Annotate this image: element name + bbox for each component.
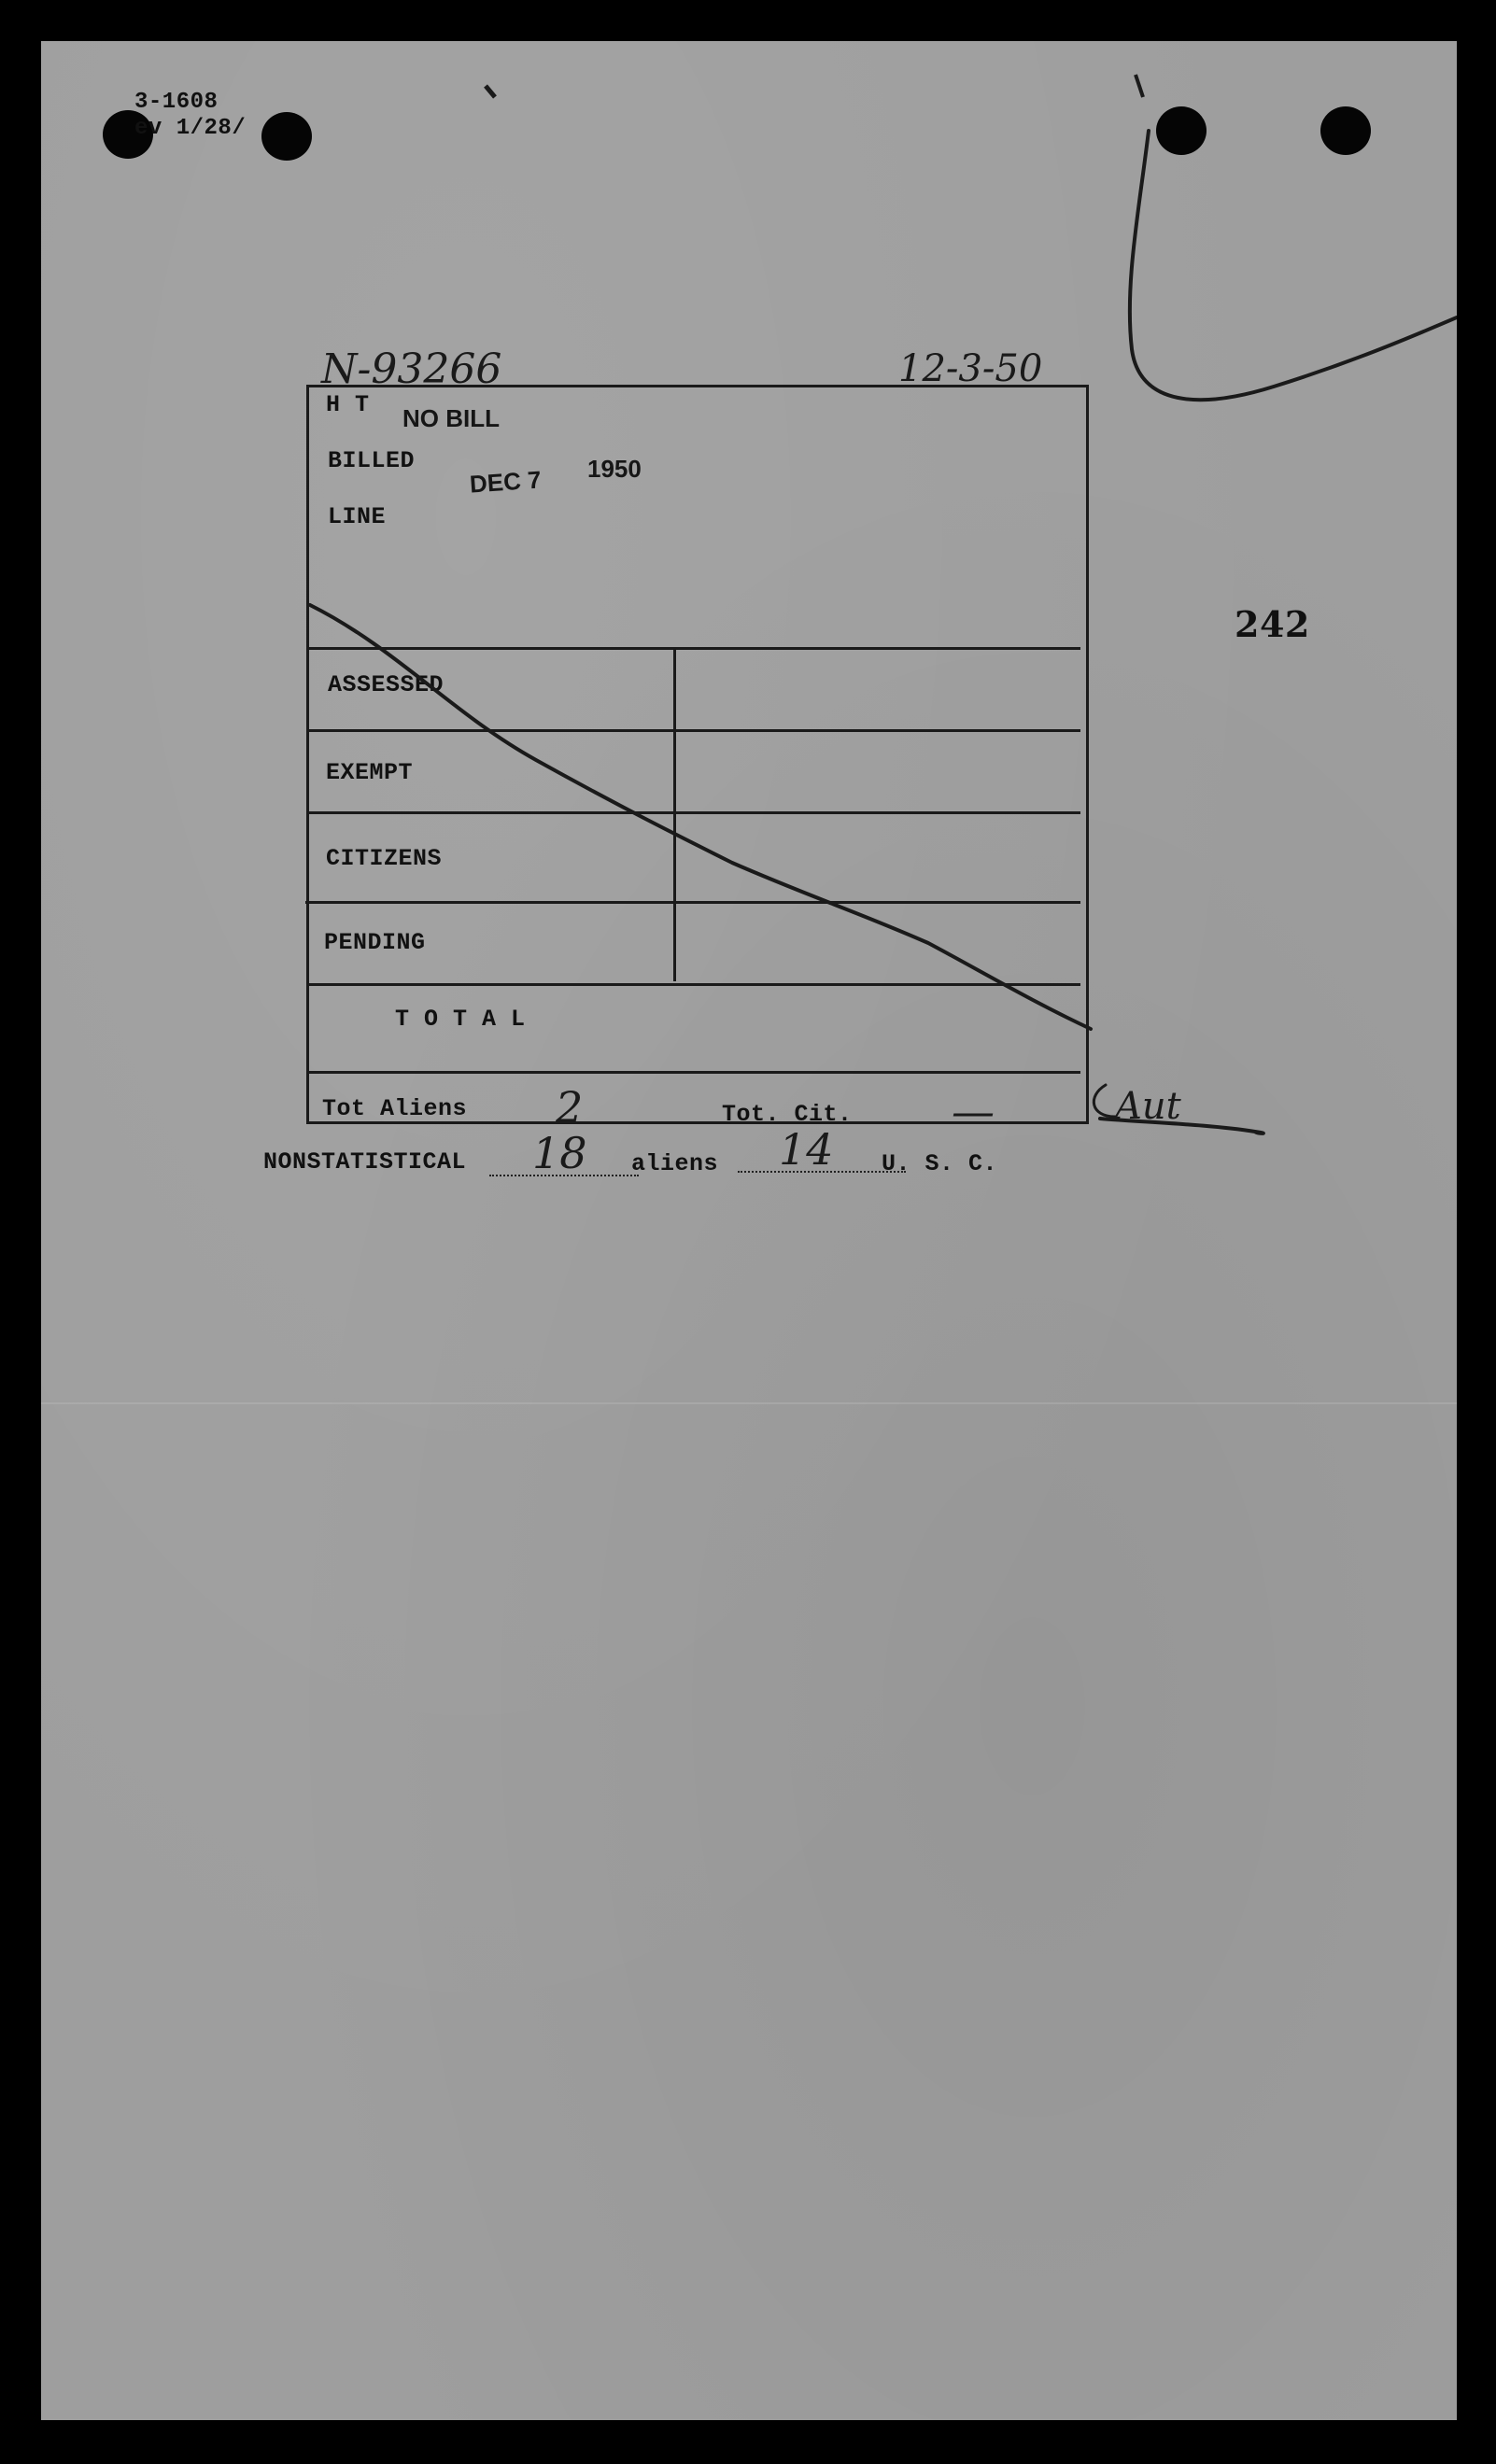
top-mark — [486, 86, 495, 97]
tot-cit-label: Tot. Cit. — [722, 1101, 853, 1128]
document-page — [41, 41, 1457, 2420]
line-label: LINE — [328, 503, 387, 530]
signature-underline — [1100, 1119, 1263, 1133]
citizens-label: CITIZENS — [326, 845, 443, 872]
no-bill-stamp: NO BILL — [402, 404, 500, 432]
cross-out-stroke — [310, 605, 1091, 1029]
form-date: 12-3-50 — [898, 347, 1043, 390]
form-code: 3-1608 — [134, 90, 219, 115]
billed-label: BILLED — [328, 447, 416, 474]
initials-signature: Aut — [1115, 1085, 1181, 1128]
usc-label: U. S. C. — [882, 1150, 998, 1177]
nonstatistical-label: NONSTATISTICAL — [263, 1148, 467, 1176]
tot-aliens-label: Tot Aliens — [322, 1095, 468, 1122]
assessed-label: ASSESSED — [328, 671, 445, 698]
nonstatistical-usc-value: 14 — [779, 1124, 834, 1175]
billed-stamp-date: DEC 7 — [469, 465, 543, 499]
tot-aliens-value: 2 — [556, 1082, 584, 1133]
form-revision: ev 1/28/ — [134, 116, 247, 141]
total-label: T O T A L — [395, 1006, 526, 1033]
pen-marks — [41, 41, 1457, 2420]
pending-label: PENDING — [324, 929, 426, 956]
file-number: N-93266 — [321, 345, 502, 393]
corner-tick — [1136, 75, 1143, 97]
page-number: 242 — [1235, 603, 1310, 645]
exempt-label: EXEMPT — [326, 759, 414, 786]
margin-check-stroke — [1130, 131, 1457, 400]
ht-label: H T — [326, 391, 370, 418]
signature-loop — [1094, 1085, 1115, 1117]
tot-cit-value: — — [952, 1086, 995, 1136]
nonstatistical-aliens-value: 18 — [532, 1128, 587, 1178]
aliens-label: aliens — [631, 1150, 719, 1177]
billed-stamp-year: 1950 — [587, 455, 642, 483]
